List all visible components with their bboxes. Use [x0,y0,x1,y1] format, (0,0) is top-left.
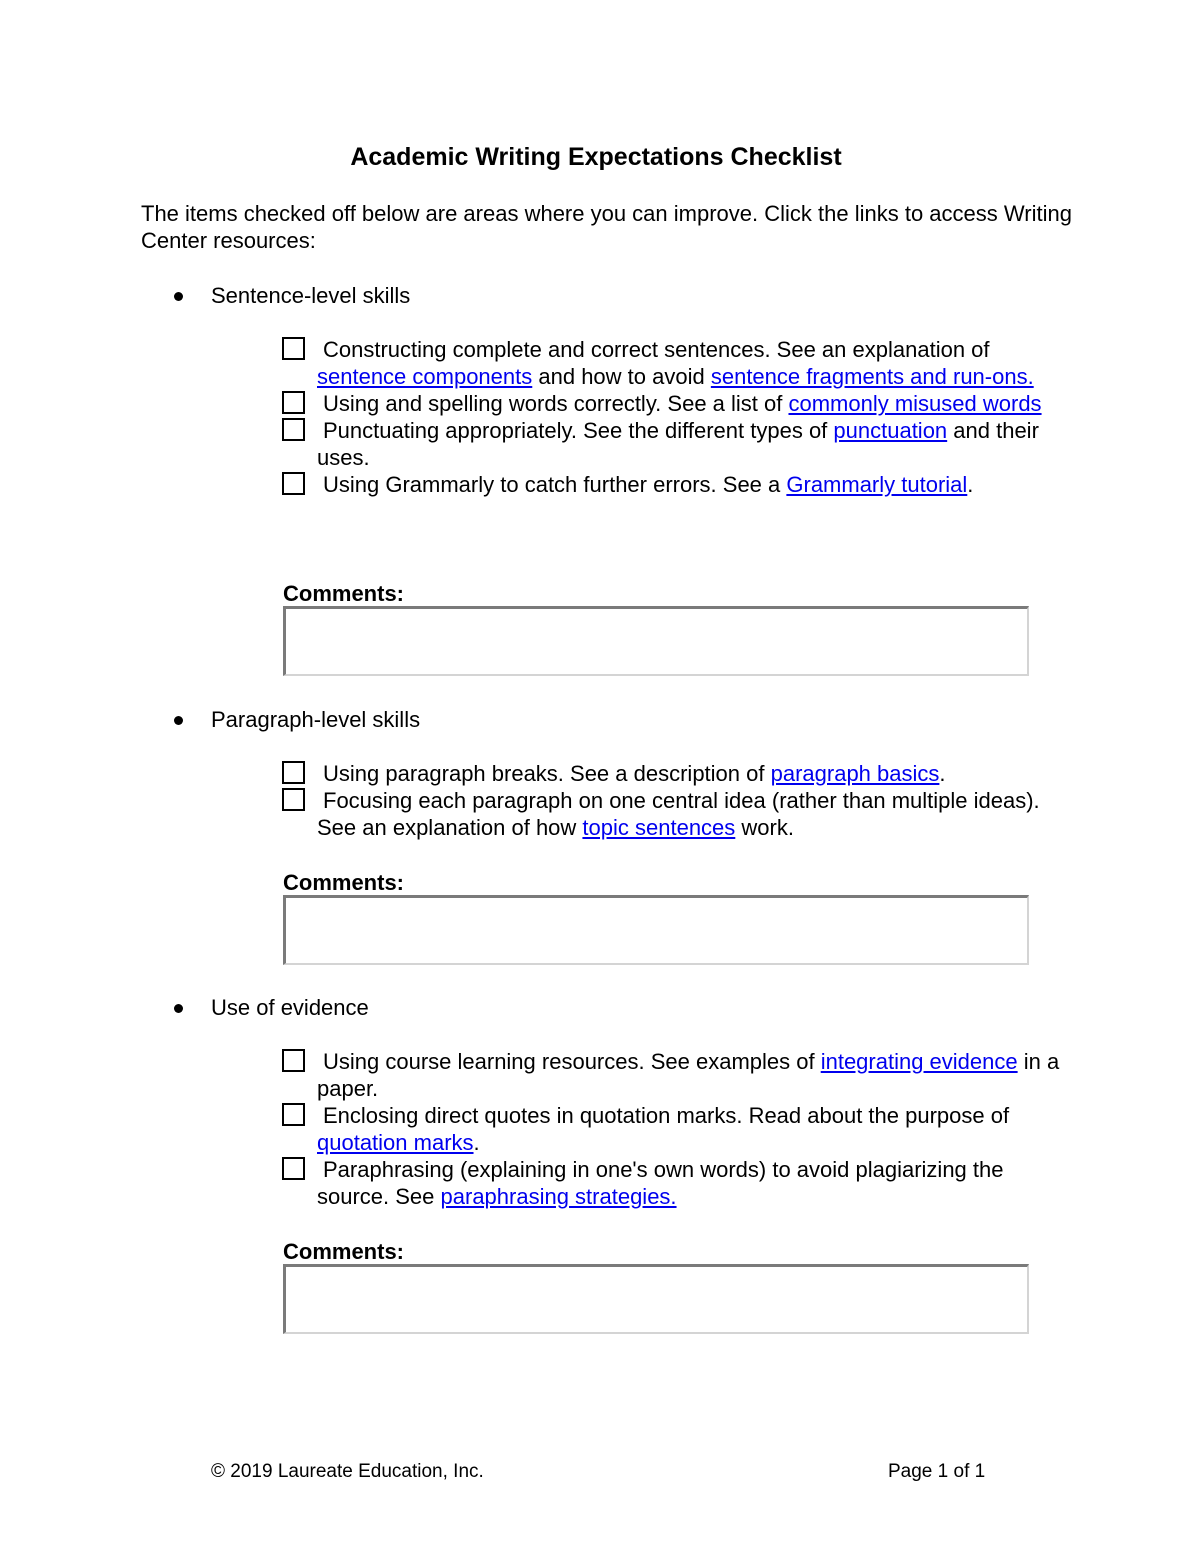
resource-link[interactable]: Grammarly tutorial [786,472,968,497]
comments-label: Comments: [283,870,405,895]
item-text-segment: Focusing each paragraph on one central idea (rather than multiple ideas). See an explanation of how [317,788,1040,840]
section-heading: Paragraph-level skills [211,707,421,732]
resource-link[interactable]: topic sentences [582,815,736,840]
item-text-segment: Constructing complete and correct sentences. See an explanation of [323,337,990,362]
checklist-item-text [317,1049,1059,1101]
comments-field[interactable] [283,895,1029,965]
checklist-item [282,417,1072,471]
item-text-segment: . [967,472,974,497]
bullet-icon [174,1004,183,1013]
intro-text: The items checked off below are areas where you can improve. Click the links to access Writing Center resources: [141,201,1072,253]
item-text-segment: Using course learning resources. See examples of [323,1049,821,1074]
checklist-item [282,787,1072,841]
item-text-segment: Paraphrasing (explaining in one's own words) to avoid plagiarizing the source. See [317,1157,1004,1209]
comments-field[interactable] [283,606,1029,676]
section-heading: Sentence-level skills [211,283,411,308]
checklist [282,336,1072,498]
item-text-segment: Enclosing direct quotes in quotation marks. Read about the purpose of [323,1103,1010,1128]
checkbox[interactable] [282,472,305,495]
resource-link[interactable]: sentence fragments and run-ons. [710,364,1034,389]
bullet-icon [174,716,183,725]
checklist-item-text [317,1157,1004,1209]
page-title: Academic Writing Expectations Checklist [350,143,842,171]
checkbox[interactable] [282,1049,305,1072]
checklist-item-text [317,788,1040,840]
item-text-segment: . [473,1130,480,1155]
item-text-segment: . [939,761,946,786]
checklist-item [282,336,1072,390]
comments-label: Comments: [283,1239,405,1264]
item-text-segment: work. [735,815,794,840]
checklist-item-text [317,391,1042,416]
resource-link[interactable]: paragraph basics [770,761,940,786]
checkbox[interactable] [282,788,305,811]
item-text-segment: Using paragraph breaks. See a description of [323,761,771,786]
checklist-item-text [317,761,946,786]
resource-link[interactable]: sentence components [317,364,533,389]
checklist-item [282,471,1072,498]
resource-link[interactable]: commonly misused words [788,391,1042,416]
footer-page-number: Page 1 of 1 [888,1461,986,1482]
checkbox[interactable] [282,391,305,414]
checklist-item-text [317,337,1034,389]
checklist-item [282,390,1072,417]
checklist-item-text [317,1103,1009,1155]
checkbox[interactable] [282,761,305,784]
item-text-segment: Using and spelling words correctly. See a list of [323,391,789,416]
checkbox[interactable] [282,418,305,441]
comments-label: Comments: [283,581,405,606]
checklist-item [282,760,1072,787]
item-text-segment: Punctuating appropriately. See the different types of [323,418,834,443]
item-text-segment: Using Grammarly to catch further errors. See a [323,472,787,497]
checkbox[interactable] [282,1157,305,1180]
section-heading: Use of evidence [211,995,369,1020]
item-text-segment: in a paper. [317,1049,1060,1101]
item-text-segment: and their uses. [317,418,1039,470]
item-text-segment: and how to avoid [532,364,711,389]
checklist-item [282,1048,1072,1102]
resource-link[interactable]: integrating evidence [820,1049,1018,1074]
checklist [282,1048,1072,1210]
checklist-item [282,1156,1072,1210]
bullet-icon [174,292,183,301]
footer-copyright: © 2019 Laureate Education, Inc. [211,1461,484,1482]
resource-link[interactable]: paraphrasing strategies. [440,1184,677,1209]
checklist-item-text [317,418,1039,470]
checklist-item [282,1102,1072,1156]
checklist-item-text [317,472,973,497]
checklist [282,760,1072,841]
resource-link[interactable]: quotation marks [317,1130,474,1155]
comments-field[interactable] [283,1264,1029,1334]
checkbox[interactable] [282,1103,305,1126]
checkbox[interactable] [282,337,305,360]
resource-link[interactable]: punctuation [833,418,948,443]
